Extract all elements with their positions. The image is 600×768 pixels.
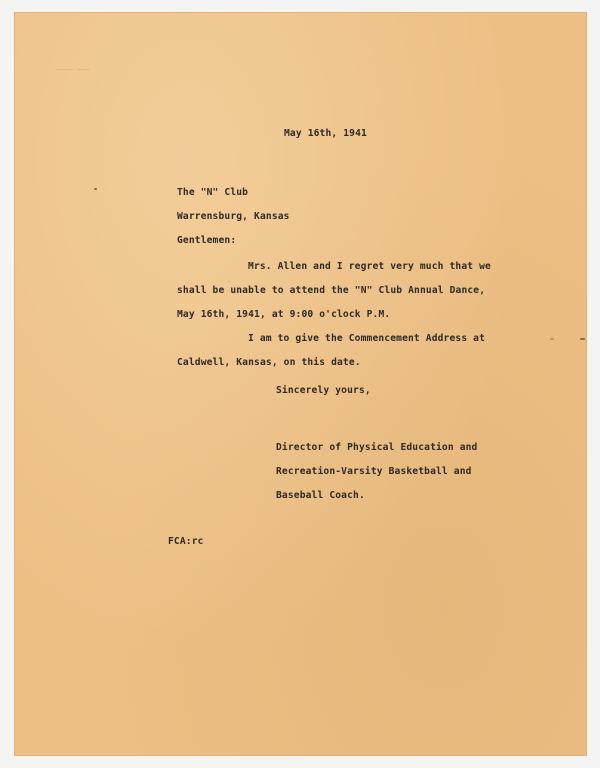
- body-line-5: Caldwell, Kansas, on this date.: [177, 357, 361, 368]
- letter-page: [14, 12, 587, 756]
- paper-speck: [580, 338, 585, 340]
- body-line-2: shall be unable to attend the "N" Club Annual Dance,: [177, 285, 486, 296]
- recipient-name: The "N" Club: [177, 187, 249, 198]
- letter-date: May 16th, 1941: [284, 128, 367, 139]
- body-line-1: Mrs. Allen and I regret very much that we: [248, 261, 491, 272]
- closing: Sincerely yours,: [276, 385, 371, 396]
- body-line-3: May 16th, 1941, at 9:00 o'clock P.M.: [177, 309, 391, 320]
- body-line-4: I am to give the Commencement Address at: [248, 333, 486, 344]
- signature-title-line-3: Baseball Coach.: [276, 490, 365, 501]
- signature-title-line-1: Director of Physical Education and: [276, 442, 478, 453]
- faint-bleed-mark: ~~~~ ~~~: [56, 66, 90, 74]
- salutation: Gentlemen:: [177, 235, 237, 246]
- paper-speck: [94, 188, 97, 190]
- recipient-city: Warrensburg, Kansas: [177, 211, 290, 222]
- paper-speck: [550, 338, 554, 340]
- typist-initials: FCA:rc: [168, 536, 204, 547]
- signature-title-line-2: Recreation-Varsity Basketball and: [276, 466, 472, 477]
